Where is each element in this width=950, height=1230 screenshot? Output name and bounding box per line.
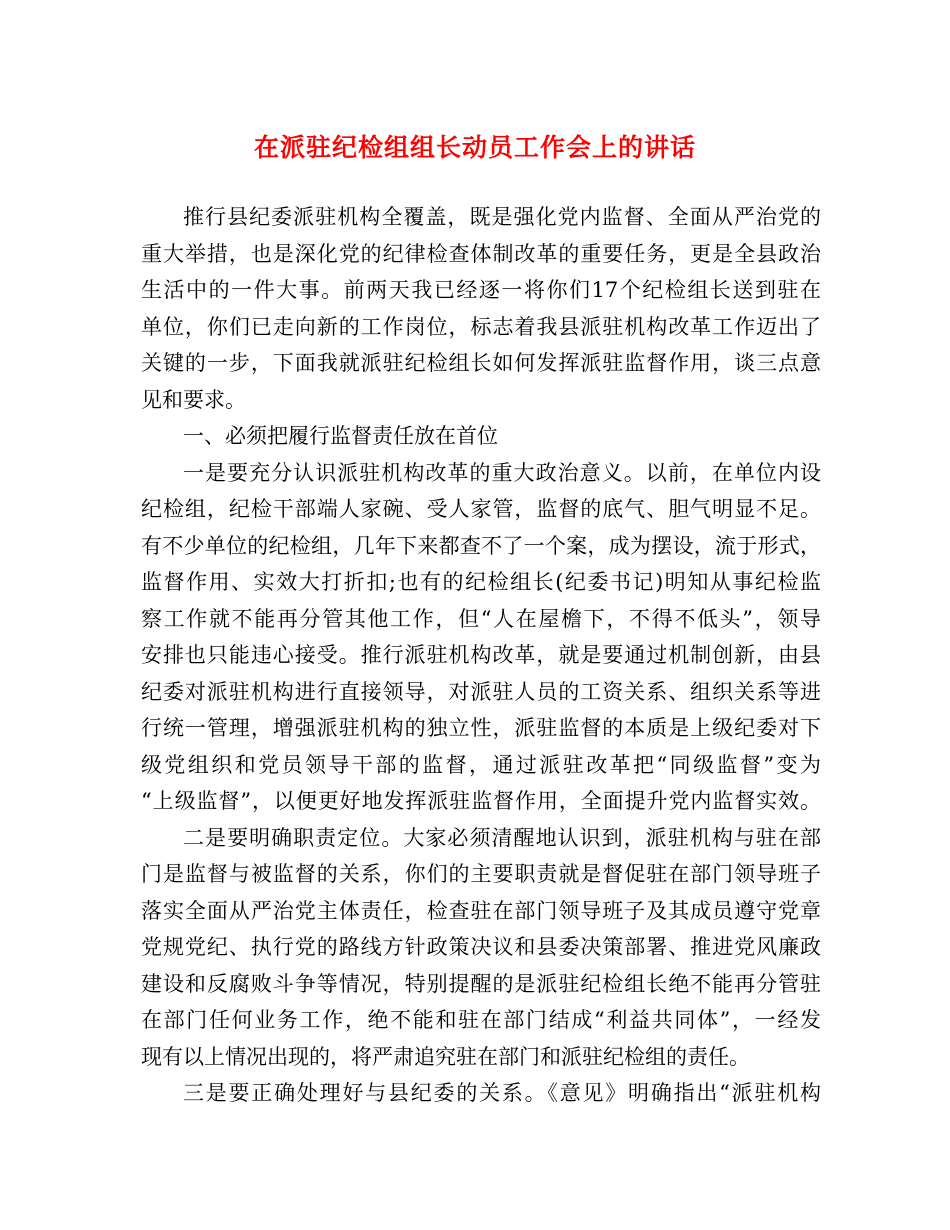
text-line: 级党组织和党员领导干部的监督，通过派驻改革把“同级监督”变为 bbox=[141, 752, 821, 777]
text-line: 纪委对派驻机构进行直接领导，对派驻人员的工资关系、组织关系等进 bbox=[141, 679, 821, 704]
text-line: 监督作用、实效大打折扣;也有的纪检组长(纪委书记)明知从事纪检监 bbox=[141, 570, 821, 594]
text-line: 现有以上情况出现的，将严肃追究驻在部门和派驻纪检组的责任。 bbox=[141, 1044, 750, 1069]
document-body bbox=[141, 199, 821, 1112]
text-line: 一、必须把履行监督责任放在首位 bbox=[183, 424, 498, 448]
text-line: 落实全面从严治党主体责任，检查驻在部门领导班子及其成员遵守党章 bbox=[141, 898, 821, 923]
text-line: 一是要充分认识派驻机构改革的重大政治意义。以前，在单位内设 bbox=[183, 460, 821, 485]
text-line: 有不少单位的纪检组，几年下来都查不了一个案，成为摆设，流于形式， bbox=[141, 533, 821, 558]
text-line: 见和要求。 bbox=[141, 387, 246, 412]
document-title: 在派驻纪检组组长动员工作会上的讲话 bbox=[253, 133, 696, 162]
text-line: 安排也只能违心接受。推行派驻机构改革，就是要通过机制创新，由县 bbox=[141, 643, 821, 667]
text-line: 三是要正确处理好与县纪委的关系。《意见》明确指出“派驻机构 bbox=[183, 1081, 821, 1105]
text-line: 纪检组，纪检干部端人家碗、受人家管，监督的底气、胆气明显不足。 bbox=[141, 497, 821, 521]
text-line: 单位，你们已走向新的工作岗位，标志着我县派驻机构改革工作迈出了 bbox=[141, 314, 821, 339]
text-line: 党规党纪、执行党的路线方针政策决议和县委决策部署、推进党风廉政 bbox=[141, 935, 821, 959]
text-line: 二是要明确职责定位。大家必须清醒地认识到，派驻机构与驻在部 bbox=[183, 825, 821, 850]
text-line: 重大举措，也是深化党的纪律检查体制改革的重要任务，更是全县政治 bbox=[141, 241, 821, 266]
text-line: 关键的一步，下面我就派驻纪检组长如何发挥派驻监督作用，谈三点意 bbox=[141, 351, 821, 375]
text-line: 推行县纪委派驻机构全覆盖，既是强化党内监督、全面从严治党的 bbox=[183, 205, 821, 229]
text-line: 在部门任何业务工作，绝不能和驻在部门结成“利益共同体”，一经发 bbox=[141, 1008, 821, 1032]
text-line: 生活中的一件大事。前两天我已经逐一将你们17个纪检组长送到驻在 bbox=[141, 278, 821, 302]
text-line: 门是监督与被监督的关系，你们的主要职责就是督促驻在部门领导班子 bbox=[141, 862, 821, 886]
text-line: “上级监督”，以便更好地发挥派驻监督作用，全面提升党内监督实效。 bbox=[141, 789, 821, 813]
text-line: 察工作就不能再分管其他工作，但“人在屋檐下，不得不低头”，领导 bbox=[141, 606, 821, 631]
text-line: 建设和反腐败斗争等情况，特别提醒的是派驻纪检组长绝不能再分管驻 bbox=[141, 971, 821, 996]
text-line: 行统一管理，增强派驻机构的独立性，派驻监督的本质是上级纪委对下 bbox=[141, 716, 821, 740]
